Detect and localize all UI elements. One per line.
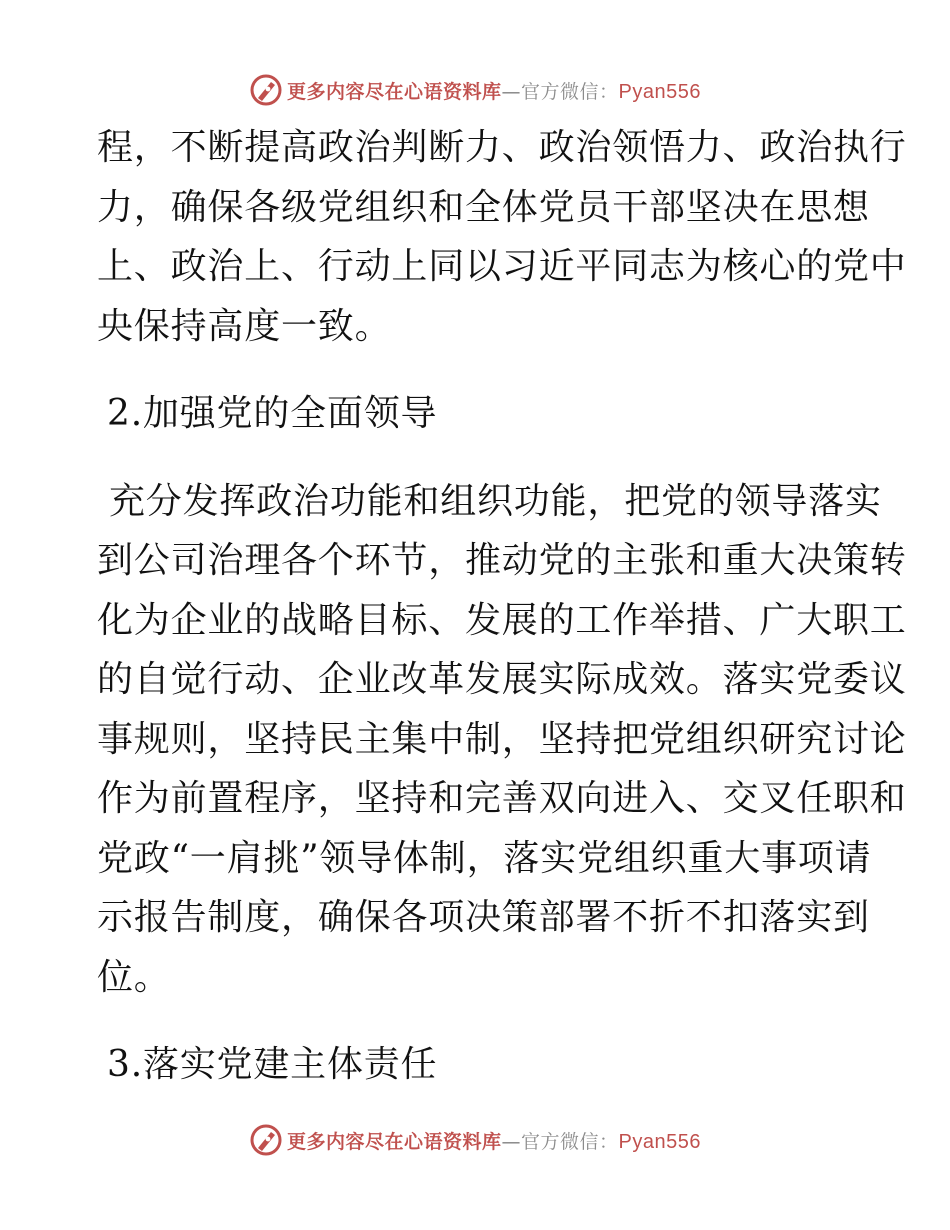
paragraph-line: 上、政治上、行动上同以习近平同志为核心的党中 <box>97 246 907 287</box>
paragraph-line: 化为企业的战略目标、发展的工作举措、广大职工 <box>97 599 907 641</box>
pen-in-circle-logo-icon <box>249 1123 283 1157</box>
paragraph-line: 事规则，坚持民主集中制，坚持把党组织研究讨论 <box>97 718 907 760</box>
banner-separator: — <box>501 80 522 103</box>
document-body <box>97 118 907 1095</box>
section-heading-3: 3.落实党建主体责任 <box>107 1044 438 1085</box>
footer-banner <box>0 1120 950 1160</box>
paragraph-line: 到公司治理各个环节，推动党的主张和重大决策转 <box>97 540 907 581</box>
banner-wechat-handle: Pyan556 <box>618 80 701 103</box>
paragraph-line: 示报告制度，确保各项决策部署不折不扣落实到 <box>97 897 870 938</box>
paragraph-line: 央保持高度一致。 <box>97 305 392 347</box>
paragraph-line: 作为前置程序，坚持和完善双向进入、交叉任职和 <box>97 778 907 819</box>
paragraph-line: 充分发挥政治功能和组织功能，把党的领导落实 <box>109 480 882 522</box>
banner-wechat-label: 官方微信： <box>521 1130 619 1153</box>
banner-wechat-handle: Pyan556 <box>618 1130 701 1153</box>
paragraph-line: 的自觉行动、企业改革发展实际成效。落实党委议 <box>97 659 907 700</box>
header-banner <box>0 70 950 110</box>
paragraph-line: 位。 <box>97 956 171 998</box>
paragraph-line: 程，不断提高政治判断力、政治领悟力、政治执行 <box>97 127 907 168</box>
paragraph-line: 党政“一肩挑”领导体制，落实党组织重大事项请 <box>97 837 872 879</box>
pen-in-circle-logo-icon <box>249 73 283 107</box>
section-heading-2: 2.加强党的全面领导 <box>107 393 438 434</box>
banner-separator: — <box>501 1130 522 1153</box>
banner-wechat-label: 官方微信： <box>521 80 619 103</box>
paragraph-line: 力，确保各级党组织和全体党员干部坚决在思想 <box>97 186 870 228</box>
banner-brand-text: 更多内容尽在心语资料库 <box>287 1130 502 1153</box>
banner-brand-text: 更多内容尽在心语资料库 <box>287 80 502 103</box>
